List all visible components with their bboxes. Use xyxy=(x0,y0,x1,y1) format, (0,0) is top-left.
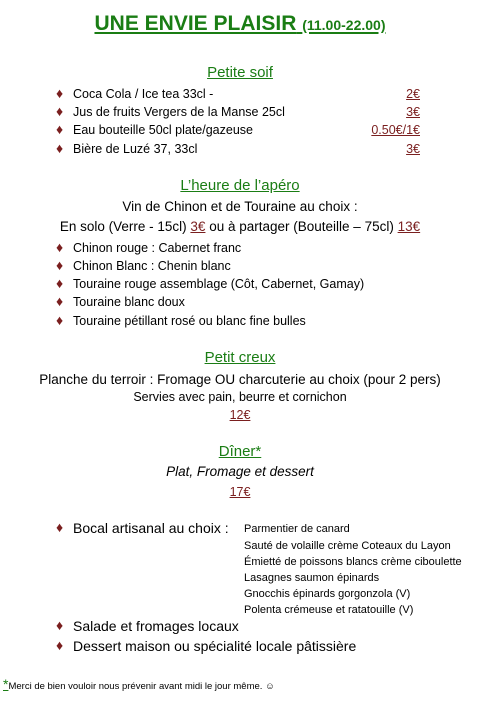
diamond-bullet-icon: ♦ xyxy=(56,312,64,328)
apero-solo-text: En solo (Verre - 15cl) xyxy=(59,219,187,234)
drink-item-price: 3€ xyxy=(406,142,420,156)
bocal-option: Lasagnes saumon épinards xyxy=(244,572,380,584)
apero-share-text: ou à partager (Bouteille – 75cl) xyxy=(209,219,394,234)
apero-solo-price: 3€ xyxy=(190,219,206,234)
diner-extra-item: Dessert maison ou spécialité locale pâtissière xyxy=(73,638,357,654)
petit-creux-price: 12€ xyxy=(229,408,251,422)
petit-creux-accompaniment: Servies avec pain, beurre et cornichon xyxy=(133,390,347,404)
wine-item: Touraine rouge assemblage (Côt, Cabernet, Gamay) xyxy=(73,277,365,291)
diamond-bullet-icon: ♦ xyxy=(56,275,64,291)
section-heading-petit-creux: Petit creux xyxy=(204,349,276,366)
title-main: UNE ENVIE PLAISIR xyxy=(94,12,297,35)
petit-creux-description: Planche du terroir : Fromage OU charcuterie au choix (pour 2 pers) xyxy=(39,372,441,387)
apero-pricing-line xyxy=(0,219,480,234)
diner-extra-item: Salade et fromages locaux xyxy=(73,618,239,634)
drink-item-price: 0.50€/1€ xyxy=(371,123,420,137)
bocal-option: Parmentier de canard xyxy=(244,523,350,535)
diner-subtitle: Plat, Fromage et dessert xyxy=(166,464,314,479)
bocal-label: Bocal artisanal au choix : xyxy=(73,520,229,536)
bocal-option: Émietté de poissons blancs crème ciboulette xyxy=(244,556,462,568)
diamond-bullet-icon: ♦ xyxy=(56,519,64,535)
wine-item: Chinon rouge : Cabernet franc xyxy=(73,241,242,255)
footnote-asterisk: * xyxy=(3,676,9,692)
bocal-option: Sauté de volaille crème Coteaux du Layon xyxy=(244,540,451,552)
diner-price: 17€ xyxy=(229,485,251,499)
diamond-bullet-icon: ♦ xyxy=(56,293,64,309)
drink-item-label: Jus de fruits Vergers de la Manse 25cl xyxy=(73,105,285,119)
section-heading-apero: L’heure de l’apéro xyxy=(180,177,300,194)
drink-item-price: 2€ xyxy=(406,87,420,101)
diamond-bullet-icon: ♦ xyxy=(56,257,64,273)
drink-item-label: Coca Cola / Ice tea 33cl - xyxy=(73,87,214,101)
section-heading-petite-soif: Petite soif xyxy=(207,64,273,81)
drink-item-label: Bière de Luzé 37, 33cl xyxy=(73,142,198,156)
menu-title xyxy=(0,12,480,36)
wine-item: Touraine pétillant rosé ou blanc fine bulles xyxy=(73,314,306,328)
title-hours: (11.00-22.00) xyxy=(302,17,386,33)
apero-share-price: 13€ xyxy=(397,219,421,234)
diamond-bullet-icon: ♦ xyxy=(56,103,64,119)
wine-item: Touraine blanc doux xyxy=(73,295,185,309)
drink-item-price: 3€ xyxy=(406,105,420,119)
bocal-option: Polenta crémeuse et ratatouille (V) xyxy=(244,604,414,616)
diamond-bullet-icon: ♦ xyxy=(56,239,64,255)
drink-item-label: Eau bouteille 50cl plate/gazeuse xyxy=(73,123,253,137)
bocal-option: Gnocchis épinards gorgonzola (V) xyxy=(244,588,411,600)
diamond-bullet-icon: ♦ xyxy=(56,617,64,633)
diamond-bullet-icon: ♦ xyxy=(56,637,64,653)
petit-creux-price-wrap xyxy=(0,408,480,422)
apero-intro: Vin de Chinon et de Touraine au choix : xyxy=(122,199,358,214)
section-heading-diner: Dîner* xyxy=(218,443,262,460)
wine-item: Chinon Blanc : Chenin blanc xyxy=(73,259,231,273)
footnote xyxy=(3,676,275,692)
footnote-text: Merci de bien vouloir nous prévenir avant midi le jour même. ☺ xyxy=(8,681,275,692)
diamond-bullet-icon: ♦ xyxy=(56,85,64,101)
diamond-bullet-icon: ♦ xyxy=(56,140,64,156)
diner-price-wrap xyxy=(0,485,480,499)
diamond-bullet-icon: ♦ xyxy=(56,121,64,137)
